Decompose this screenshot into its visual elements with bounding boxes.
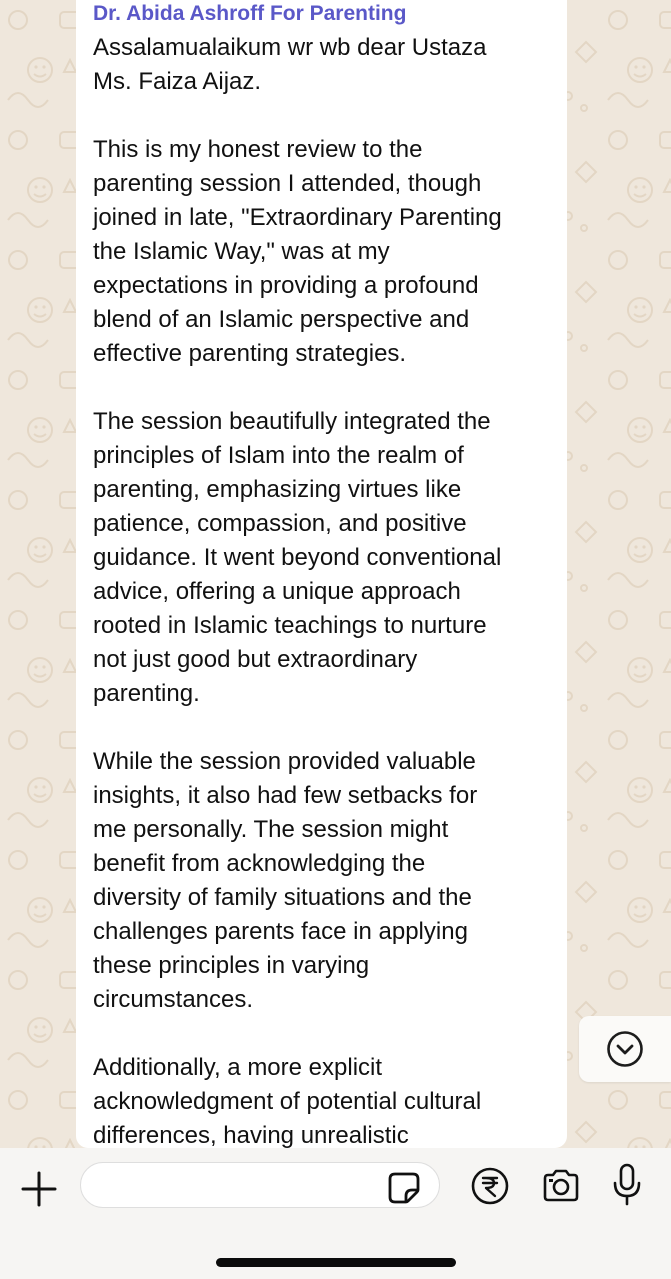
camera-icon: [540, 1166, 582, 1206]
message-bubble[interactable]: [76, 0, 567, 1148]
message-paragraph: [93, 405, 550, 711]
sticker-button[interactable]: [386, 1170, 422, 1206]
message-line: parenting, emphasizing virtues like: [93, 476, 462, 503]
home-indicator: [216, 1258, 456, 1267]
message-line: The session beautifully integrated the: [93, 408, 491, 435]
camera-button[interactable]: [540, 1166, 582, 1206]
message-line: challenges parents face in applying: [93, 918, 468, 945]
message-text: [93, 31, 550, 1148]
message-line: While the session provided valuable: [93, 748, 476, 775]
message-line: these principles in varying: [93, 952, 370, 979]
plus-icon: [18, 1168, 60, 1210]
sender-name[interactable]: Dr. Abida Ashroff For Parenting: [93, 2, 407, 25]
message-line: expectations in providing a profound: [93, 272, 479, 299]
payment-button[interactable]: [470, 1166, 510, 1206]
message-line: guidance. It went beyond conventional: [93, 544, 502, 571]
message-line: rooted in Islamic teachings to nurture: [93, 612, 487, 639]
message-line: me personally. The session might: [93, 816, 449, 843]
message-line: Ms. Faiza Aijaz.: [93, 68, 262, 95]
microphone-icon: [610, 1162, 644, 1208]
message-line: benefit from acknowledging the: [93, 850, 426, 877]
sticker-icon: [386, 1170, 422, 1206]
message-paragraph: [93, 745, 550, 1017]
message-line: principles of Islam into the realm of: [93, 442, 464, 469]
attach-button[interactable]: [18, 1168, 60, 1210]
scroll-to-bottom-button[interactable]: [579, 1016, 671, 1082]
message-line: acknowledgment of potential cultural: [93, 1088, 482, 1115]
message-line: not just good but extraordinary: [93, 646, 418, 673]
chevron-down-circle-icon: [606, 1030, 644, 1068]
message-line: joined in late, "Extraordinary Parenting: [93, 204, 502, 231]
voice-message-button[interactable]: [610, 1162, 644, 1208]
message-paragraph: [93, 31, 550, 99]
rupee-icon: [470, 1166, 510, 1206]
message-line: the Islamic Way," was at my: [93, 238, 390, 265]
message-line: advice, offering a unique approach: [93, 578, 461, 605]
message-line: circumstances.: [93, 986, 254, 1013]
composer-bar: [0, 1148, 671, 1279]
message-line: Additionally, a more explicit: [93, 1054, 383, 1081]
message-line: diversity of family situations and the: [93, 884, 472, 911]
message-paragraph: [93, 1051, 550, 1148]
message-line: This is my honest review to the: [93, 136, 423, 163]
message-line: effective parenting strategies.: [93, 340, 407, 367]
message-line: patience, compassion, and positive: [93, 510, 467, 537]
message-line: parenting session I attended, though: [93, 170, 482, 197]
message-paragraph: [93, 133, 550, 371]
message-line: parenting.: [93, 680, 200, 707]
message-line: differences, having unrealistic: [93, 1122, 409, 1148]
message-line: blend of an Islamic perspective and: [93, 306, 470, 333]
message-line: Assalamualaikum wr wb dear Ustaza: [93, 34, 487, 61]
message-line: insights, it also had few setbacks for: [93, 782, 478, 809]
